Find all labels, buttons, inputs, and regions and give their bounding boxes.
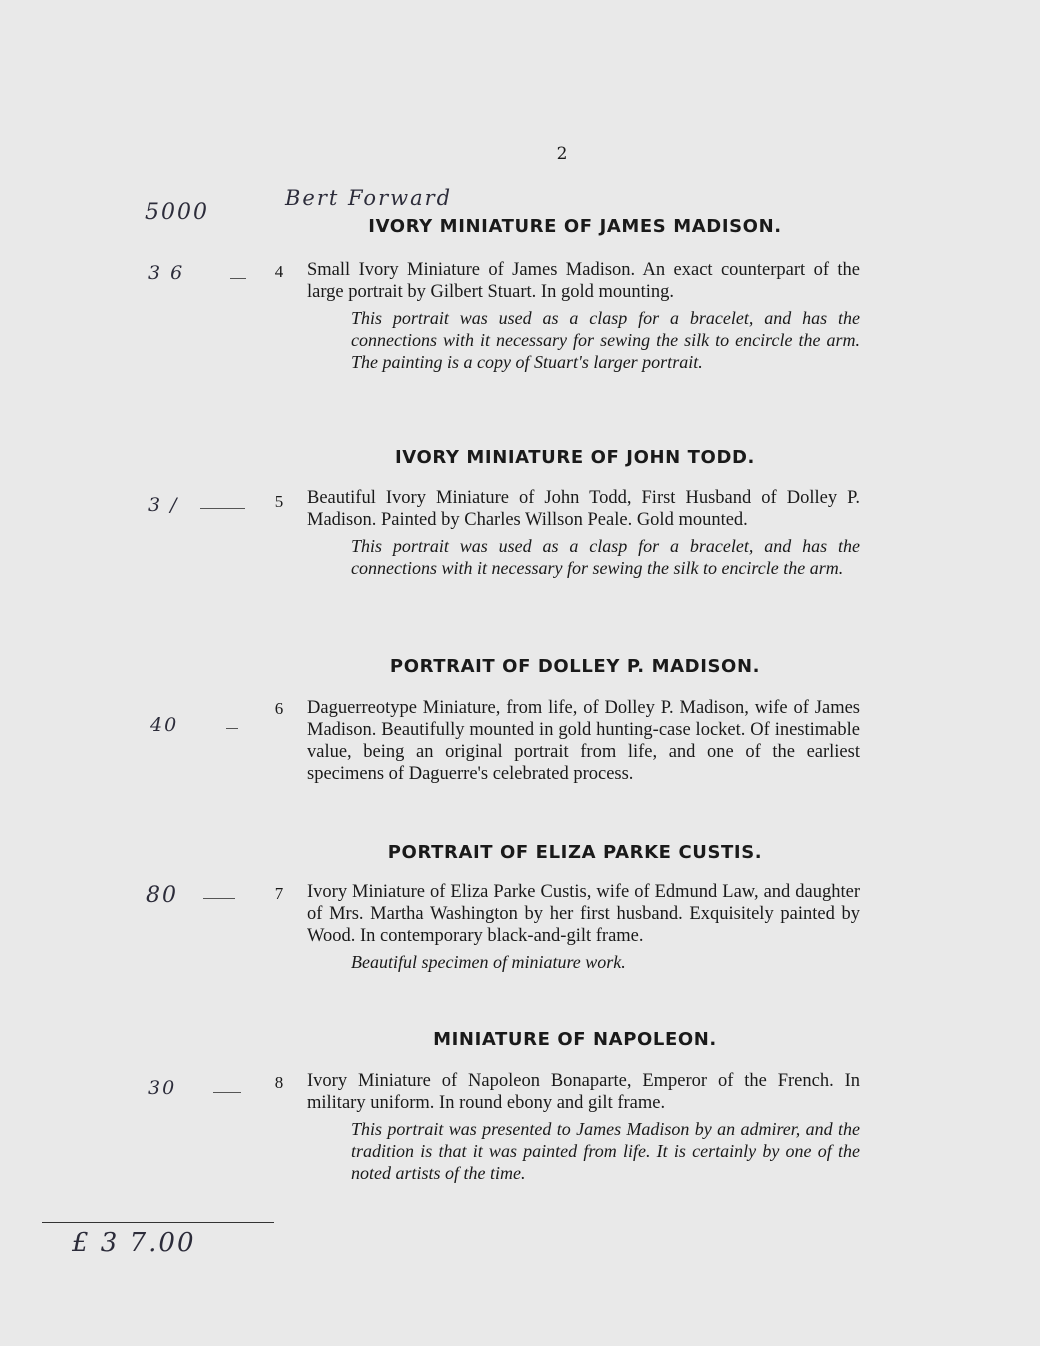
total-rule: [42, 1222, 274, 1223]
lot-number: 6: [274, 699, 284, 718]
lot-description: Daguerreotype Miniature, from life, of Dolley P. Madison, wife of James Madison. Beautifully mounted in gold hunting-case locket. Of inestimable value, being an original portrait from life, and one of the earliest specimens of Daguerre's celebrated process.: [307, 698, 860, 784]
lot-6: [265, 697, 860, 785]
price-dash: [213, 1092, 241, 1093]
lot-number: 7: [274, 884, 284, 903]
lot-8: [265, 1070, 860, 1184]
lot-note: This portrait was presented to James Madison by an admirer, and the tradition is that it was painted from life. It is certainly by one of the noted artists of the time.: [351, 1119, 860, 1183]
lot-7: [265, 881, 860, 973]
price-dash: [226, 728, 238, 729]
handwritten-total: £ 3 7.00: [72, 1228, 196, 1258]
lot-note: This portrait was used as a clasp for a bracelet, and has the connections with it necessary for sewing the silk to encircle the arm.: [351, 536, 860, 578]
lot-5: [265, 487, 860, 579]
handwritten-price-lot-5: 3 /: [148, 494, 179, 516]
handwritten-price-top: 5000: [145, 200, 209, 225]
section-heading-dolley: PORTRAIT OF DOLLEY P. MADISON.: [389, 656, 761, 677]
section-heading-custis: PORTRAIT OF ELIZA PARKE CUSTIS.: [387, 842, 763, 863]
handwritten-price-lot-4: 3 6: [148, 262, 185, 284]
section-heading-todd: IVORY MINIATURE OF JOHN TODD.: [395, 447, 755, 468]
lot-note: Beautiful specimen of miniature work.: [351, 952, 626, 972]
page-number: 2: [556, 144, 568, 164]
lot-4: [265, 259, 860, 373]
lot-description: Beautiful Ivory Miniature of John Todd, First Husband of Dolley P. Madison. Painted by Charles Willson Peale. Gold mounted.: [307, 488, 860, 530]
price-dash: [200, 508, 245, 509]
handwritten-note-top: Bert Forward: [285, 186, 453, 210]
lot-number: 8: [274, 1073, 284, 1092]
handwritten-price-lot-8: 30: [148, 1077, 177, 1099]
price-dash: [203, 898, 235, 899]
handwritten-price-lot-6: 40: [150, 714, 179, 736]
lot-number: 5: [274, 492, 284, 511]
lot-note: This portrait was used as a clasp for a bracelet, and has the connections with it necessary for sewing the silk to encircle the arm. The painting is a copy of Stuart's larger portrait.: [351, 308, 860, 372]
lot-description: Ivory Miniature of Napoleon Bonaparte, Emperor of the French. In military uniform. In round ebony and gilt frame.: [307, 1071, 860, 1113]
handwritten-price-lot-7: 80: [146, 883, 178, 908]
lot-description: Ivory Miniature of Eliza Parke Custis, wife of Edmund Law, and daughter of Mrs. Martha Washington by her first husband. Exquisitely painted by Wood. In contemporary black-and-gilt frame.: [307, 882, 860, 946]
lot-description: Small Ivory Miniature of James Madison. An exact counterpart of the large portrait by Gilbert Stuart. In gold mounting.: [307, 260, 860, 302]
section-heading-madison: IVORY MINIATURE OF JAMES MADISON.: [368, 216, 782, 237]
price-dash: [230, 278, 246, 279]
lot-number: 4: [274, 262, 284, 281]
section-heading-napoleon: MINIATURE OF NAPOLEON.: [433, 1029, 717, 1050]
